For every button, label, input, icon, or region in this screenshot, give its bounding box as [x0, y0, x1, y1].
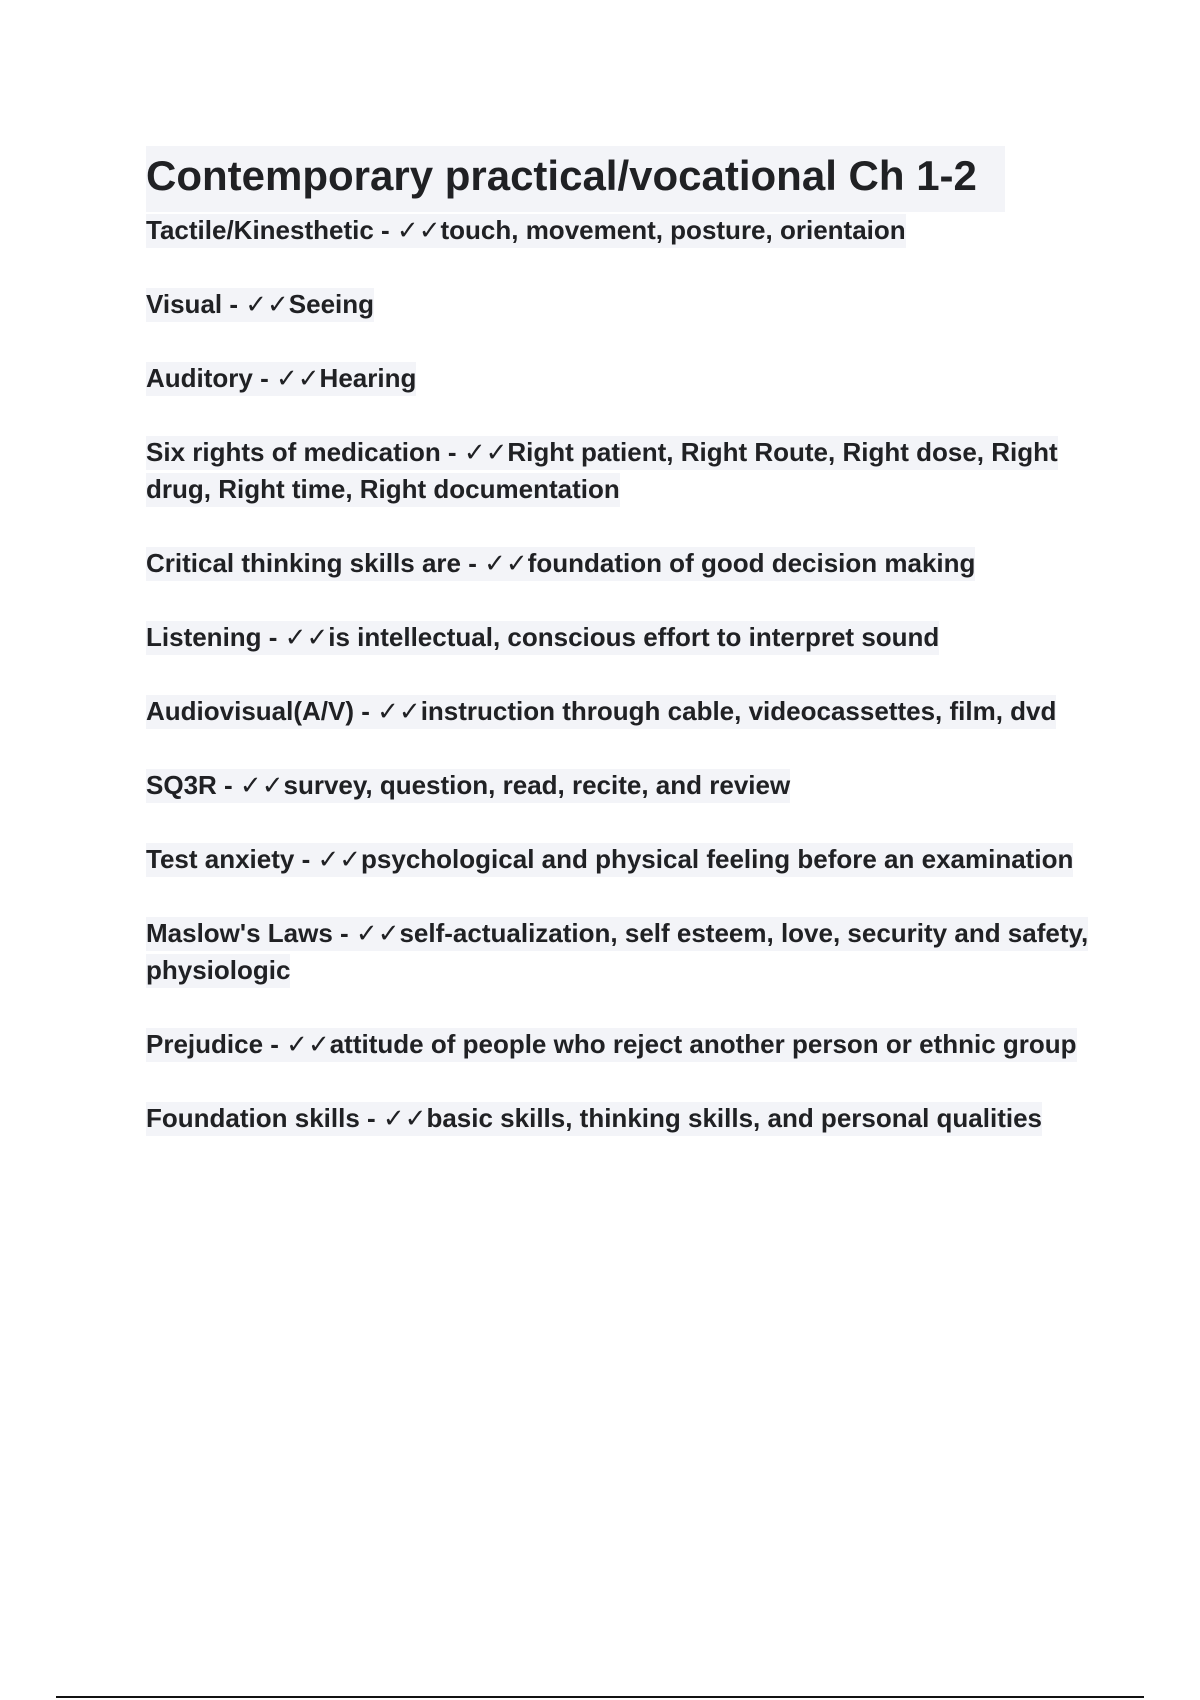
- flashcard-entry-maslow: [146, 915, 1096, 989]
- flashcard-entry-auditory: [146, 360, 1096, 397]
- flashcard-entry-prejudice: [146, 1026, 1096, 1063]
- flashcard-entry-tactile: [146, 212, 1096, 249]
- flashcard-text: Six rights of medication - ✓✓Right patient, Right Route, Right dose, Right drug, Right time, Right documentation: [146, 436, 1058, 507]
- document-content: [146, 146, 1096, 1174]
- flashcard-entry-audiovisual: [146, 693, 1096, 730]
- flashcard-entry-listening: [146, 619, 1096, 656]
- flashcard-text: Prejudice - ✓✓attitude of people who reject another person or ethnic group: [146, 1028, 1077, 1062]
- flashcard-entry-foundation-skills: [146, 1100, 1096, 1137]
- flashcard-entry-test-anxiety: [146, 841, 1096, 878]
- document-title: Contemporary practical/vocational Ch 1-2: [146, 146, 1005, 212]
- flashcard-text: SQ3R - ✓✓survey, question, read, recite, and review: [146, 769, 790, 803]
- flashcard-text: Auditory - ✓✓Hearing: [146, 362, 416, 396]
- flashcard-entry-critical-thinking: [146, 545, 1096, 582]
- flashcard-text: Tactile/Kinesthetic - ✓✓touch, movement, posture, orientaion: [146, 214, 906, 248]
- flashcard-text: Test anxiety - ✓✓psychological and physical feeling before an examination: [146, 843, 1073, 877]
- flashcard-entry-six-rights: [146, 434, 1096, 508]
- page-bottom-divider: [56, 1696, 1144, 1698]
- flashcard-list: [146, 212, 1096, 1137]
- flashcard-text: Audiovisual(A/V) - ✓✓instruction through cable, videocassettes, film, dvd: [146, 695, 1056, 729]
- flashcard-text: Visual - ✓✓Seeing: [146, 288, 374, 322]
- flashcard-text: Critical thinking skills are - ✓✓foundation of good decision making: [146, 547, 975, 581]
- flashcard-text: Maslow's Laws - ✓✓self-actualization, self esteem, love, security and safety, physiologic: [146, 917, 1088, 988]
- flashcard-entry-visual: [146, 286, 1096, 323]
- flashcard-text: Foundation skills - ✓✓basic skills, thinking skills, and personal qualities: [146, 1102, 1042, 1136]
- flashcard-text: Listening - ✓✓is intellectual, conscious effort to interpret sound: [146, 621, 939, 655]
- flashcard-entry-sq3r: [146, 767, 1096, 804]
